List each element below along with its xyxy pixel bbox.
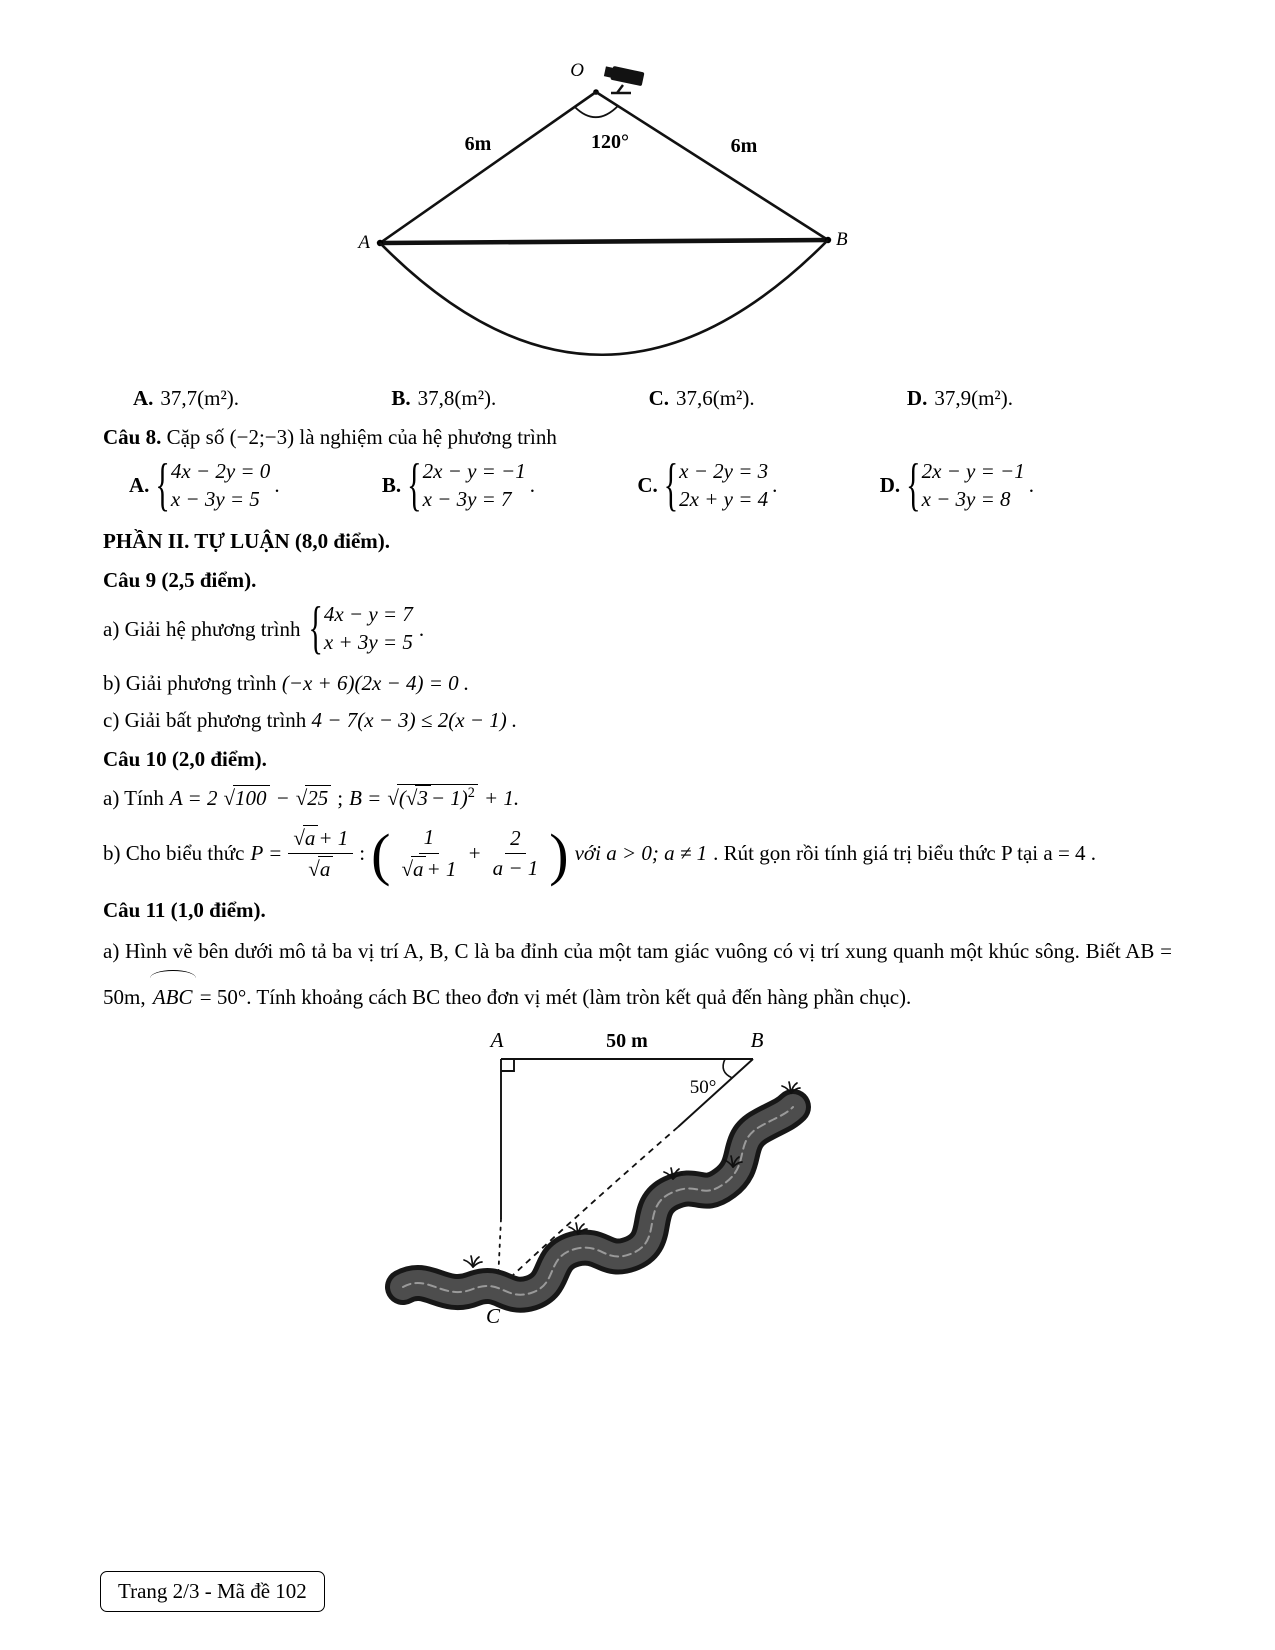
page-footer-text: Trang 2/3 - Mã đề 102 xyxy=(118,1579,307,1603)
divide-colon: : xyxy=(359,841,366,866)
q10b-tail: . Rút gọn rồi tính giá trị biểu thức P tại a = 4 . xyxy=(713,841,1097,866)
separator: ; xyxy=(337,785,344,810)
q9c-text: c) Giải bất phương trình xyxy=(103,707,307,732)
system-brace xyxy=(906,456,920,515)
sqrt-3: √ 3 xyxy=(406,785,431,810)
q9-heading: Câu 9 (2,5 điểm). xyxy=(103,568,257,593)
camera-icon xyxy=(603,64,644,93)
sqrt-a: √ a xyxy=(293,825,318,851)
river-triangle-figure xyxy=(373,1029,1172,1345)
system-equations xyxy=(171,458,270,513)
right-angle-mark xyxy=(501,1059,514,1071)
p-equals: P = xyxy=(250,841,283,866)
q9c-math: 4 − 7(x − 3) ≤ 2(x − 1) . xyxy=(311,707,518,732)
label-o: O xyxy=(570,60,584,81)
minus-sign: − xyxy=(275,785,290,810)
fraction-2: $\frac{2}{a - 1}$ xyxy=(492,825,539,881)
system-brace xyxy=(407,456,421,515)
equation-system xyxy=(904,458,1025,513)
equation-line: x − 3y = 7 xyxy=(422,486,512,511)
angle-arc-b xyxy=(723,1059,732,1078)
option-value: 37,6(m²). xyxy=(675,386,755,410)
q7-option-c xyxy=(649,386,755,411)
sentence-period: . xyxy=(418,616,425,641)
option-letter: A. xyxy=(129,473,150,498)
q8-option-c xyxy=(637,458,777,513)
bar-ab xyxy=(380,240,828,243)
label-a: A xyxy=(490,1028,504,1052)
q11-text-2: = 50°. Tính khoảng cách BC theo đơn vị mét (làm tròn kết quả đến hàng phần chục). xyxy=(199,985,912,1010)
expr-b-tail: + 1. xyxy=(483,785,520,810)
option-letter: A. xyxy=(133,386,154,410)
outer-sqrt xyxy=(387,784,478,811)
equation-line: x − 3y = 5 xyxy=(170,486,260,511)
system-equations xyxy=(922,458,1025,513)
option-letter: B. xyxy=(391,386,411,410)
q8-option-b xyxy=(382,458,535,513)
exponent: 2 xyxy=(467,784,475,801)
expr-b-lhs: B = xyxy=(349,785,382,810)
q7-option-b xyxy=(391,386,496,411)
q9b-math: (−x + 6)(2x − 4) = 0 . xyxy=(281,670,470,695)
q11-heading: Câu 11 (1,0 điểm). xyxy=(103,898,266,923)
option-period: . xyxy=(1028,473,1034,498)
q8-stem xyxy=(103,425,1172,450)
fraction-main: √ a + 1 √ a xyxy=(288,825,353,882)
equation-line: x − 3y = 8 xyxy=(921,486,1011,511)
option-value: 37,7(m²). xyxy=(160,386,240,410)
q10-part-a xyxy=(103,784,1172,811)
option-letter: D. xyxy=(906,386,928,410)
open-paren: ( xyxy=(398,785,406,810)
sqrt-a: √ a xyxy=(401,856,426,882)
system-equations xyxy=(679,458,768,513)
equation-system xyxy=(306,601,412,656)
label-angle-120: 120° xyxy=(591,131,629,153)
fraction-1: 1 √ a + 1 xyxy=(396,825,461,881)
condition: với a > 0; a ≠ 1 xyxy=(574,841,708,866)
hammock-figure-svg xyxy=(328,56,868,374)
q9-part-c xyxy=(103,708,1172,733)
equation-line: 2x − y = −1 xyxy=(422,459,526,483)
q10b-text: b) Cho biểu thức xyxy=(103,841,245,866)
label-50m: 50 m xyxy=(606,1029,648,1052)
sqrt-100: √ 100 xyxy=(223,785,269,811)
system-equations xyxy=(423,458,526,513)
option-letter: D. xyxy=(879,473,901,498)
equation-line: 4x − 2y = 0 xyxy=(170,459,271,483)
hammock-curve xyxy=(380,240,828,355)
q9-part-b xyxy=(103,671,1172,696)
system-brace xyxy=(155,456,169,515)
label-b: B xyxy=(836,229,848,250)
equation-line: 4x − y = 7 xyxy=(323,602,413,627)
q8-options xyxy=(129,458,1034,513)
hammock-figure xyxy=(328,56,1172,380)
plus-sign: + xyxy=(467,841,482,866)
option-period: . xyxy=(529,473,535,498)
equation-line: x − 2y = 3 xyxy=(679,459,769,483)
q9a-text: a) Giải hệ phương trình xyxy=(103,616,301,641)
system-brace xyxy=(664,456,678,515)
q8-option-d xyxy=(880,458,1034,513)
q7-option-d xyxy=(907,386,1013,411)
river-triangle-svg xyxy=(373,1029,843,1339)
angle-arc xyxy=(575,106,618,117)
equation-line: 2x − y = −1 xyxy=(921,459,1025,483)
part2-heading: PHẦN II. TỰ LUẬN (8,0 điểm). xyxy=(103,529,390,554)
label-b: B xyxy=(750,1028,764,1052)
option-letter: B. xyxy=(381,473,402,498)
equation-line: 2x + y = 4 xyxy=(679,486,769,511)
close-paren: − 1) xyxy=(430,785,468,810)
option-value: 37,8(m²). xyxy=(417,386,497,410)
equation-system xyxy=(662,458,768,513)
system-equations xyxy=(324,601,413,656)
label-c: C xyxy=(485,1303,501,1328)
equation-line: x + 3y = 5 xyxy=(323,630,413,655)
option-value: 37,9(m²). xyxy=(934,386,1013,410)
q10a-text: a) Tính xyxy=(103,785,164,810)
option-period: . xyxy=(772,473,778,498)
system-brace xyxy=(308,600,322,659)
q7-option-a xyxy=(133,386,239,411)
equation-system xyxy=(153,458,270,513)
q10-part-b xyxy=(103,825,1172,882)
q9-part-a xyxy=(103,601,1172,656)
sqrt-a: √ a xyxy=(308,856,333,882)
label-right-6m: 6m xyxy=(730,135,758,157)
equation-system xyxy=(405,458,526,513)
sqrt-25: √ 25 xyxy=(296,785,332,811)
expr-a-lhs: A = 2 xyxy=(169,785,218,810)
q11-text-1: a) Hình vẽ bên dưới mô tả ba vị trí A, B, C là ba đỉnh của một tam giác vuông có vị trí xung quanh một khúc sông. Biết AB = 50m, xyxy=(103,939,1172,1010)
label-50deg: 50° xyxy=(689,1076,717,1098)
q10-heading: Câu 10 (2,0 điểm). xyxy=(103,746,267,771)
option-letter: C. xyxy=(648,386,669,410)
q9b-text: b) Giải phương trình xyxy=(103,670,277,695)
label-left-6m: 6m xyxy=(464,133,492,155)
label-a: A xyxy=(358,232,370,253)
q7-options xyxy=(133,386,1013,411)
page-footer-box xyxy=(100,1571,325,1612)
angle-abc-hat: ABC xyxy=(151,975,195,1021)
option-letter: C. xyxy=(637,473,658,498)
q8-label: Câu 8. xyxy=(103,425,162,449)
grass-tuft xyxy=(464,1256,482,1267)
q8-text: Cặp số (−2;−3) là nghiệm của hệ phương trình xyxy=(166,425,557,449)
q11-paragraph xyxy=(103,929,1172,1021)
river xyxy=(403,1107,793,1295)
option-period: . xyxy=(274,473,280,498)
q8-option-a xyxy=(129,458,280,513)
